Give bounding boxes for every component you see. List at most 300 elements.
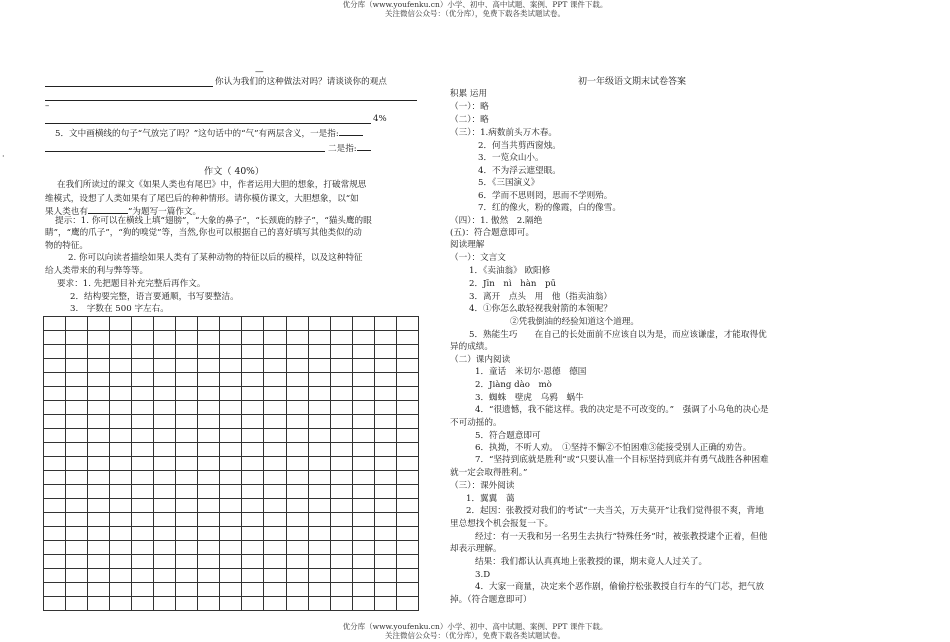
- grid-cell[interactable]: [330, 373, 352, 387]
- grid-cell[interactable]: [242, 317, 264, 331]
- grid-cell[interactable]: [88, 317, 110, 331]
- grid-cell[interactable]: [198, 457, 220, 471]
- grid-cell[interactable]: [44, 387, 66, 401]
- grid-cell[interactable]: [220, 499, 242, 513]
- grid-cell[interactable]: [308, 541, 330, 555]
- grid-cell[interactable]: [308, 555, 330, 569]
- grid-cell[interactable]: [286, 471, 308, 485]
- grid-cell[interactable]: [44, 331, 66, 345]
- essay-writing-grid[interactable]: [43, 316, 419, 602]
- grid-cell[interactable]: [88, 457, 110, 471]
- grid-cell[interactable]: [110, 457, 132, 471]
- grid-cell[interactable]: [176, 443, 198, 457]
- grid-cell[interactable]: [154, 499, 176, 513]
- grid-cell[interactable]: [66, 499, 88, 513]
- grid-cell[interactable]: [88, 513, 110, 527]
- grid-cell[interactable]: [286, 429, 308, 443]
- grid-cell[interactable]: [308, 583, 330, 597]
- grid-cell[interactable]: [176, 555, 198, 569]
- grid-cell[interactable]: [330, 597, 352, 611]
- grid-cell[interactable]: [154, 373, 176, 387]
- grid-cell[interactable]: [308, 597, 330, 611]
- grid-cell[interactable]: [242, 527, 264, 541]
- grid-cell[interactable]: [176, 345, 198, 359]
- grid-cell[interactable]: [66, 331, 88, 345]
- grid-cell[interactable]: [242, 429, 264, 443]
- grid-cell[interactable]: [330, 555, 352, 569]
- grid-cell[interactable]: [44, 373, 66, 387]
- grid-cell[interactable]: [154, 359, 176, 373]
- grid-cell[interactable]: [308, 527, 330, 541]
- grid-cell[interactable]: [242, 541, 264, 555]
- grid-cell[interactable]: [132, 373, 154, 387]
- grid-cell[interactable]: [110, 401, 132, 415]
- grid-cell[interactable]: [110, 513, 132, 527]
- grid-cell[interactable]: [308, 443, 330, 457]
- grid-cell[interactable]: [176, 569, 198, 583]
- grid-cell[interactable]: [66, 373, 88, 387]
- grid-cell[interactable]: [88, 401, 110, 415]
- grid-cell[interactable]: [352, 387, 374, 401]
- grid-cell[interactable]: [176, 457, 198, 471]
- grid-cell[interactable]: [132, 555, 154, 569]
- grid-cell[interactable]: [242, 345, 264, 359]
- grid-cell[interactable]: [286, 415, 308, 429]
- grid-cell[interactable]: [242, 583, 264, 597]
- grid-cell[interactable]: [352, 471, 374, 485]
- grid-cell[interactable]: [66, 555, 88, 569]
- grid-cell[interactable]: [330, 387, 352, 401]
- grid-cell[interactable]: [110, 597, 132, 611]
- grid-cell[interactable]: [264, 457, 286, 471]
- grid-cell[interactable]: [264, 331, 286, 345]
- grid-cell[interactable]: [110, 555, 132, 569]
- grid-cell[interactable]: [88, 597, 110, 611]
- grid-cell[interactable]: [242, 471, 264, 485]
- grid-cell[interactable]: [374, 555, 396, 569]
- grid-cell[interactable]: [44, 499, 66, 513]
- grid-cell[interactable]: [308, 513, 330, 527]
- grid-cell[interactable]: [132, 527, 154, 541]
- grid-cell[interactable]: [242, 499, 264, 513]
- grid-cell[interactable]: [220, 443, 242, 457]
- grid-cell[interactable]: [198, 317, 220, 331]
- grid-cell[interactable]: [308, 471, 330, 485]
- grid-cell[interactable]: [176, 373, 198, 387]
- grid-cell[interactable]: [198, 429, 220, 443]
- grid-cell[interactable]: [374, 541, 396, 555]
- grid-cell[interactable]: [154, 569, 176, 583]
- grid-cell[interactable]: [396, 331, 418, 345]
- grid-cell[interactable]: [264, 513, 286, 527]
- grid-cell[interactable]: [374, 597, 396, 611]
- grid-cell[interactable]: [264, 387, 286, 401]
- grid-cell[interactable]: [132, 541, 154, 555]
- grid-cell[interactable]: [352, 443, 374, 457]
- grid-cell[interactable]: [66, 513, 88, 527]
- grid-cell[interactable]: [352, 527, 374, 541]
- grid-cell[interactable]: [110, 317, 132, 331]
- grid-cell[interactable]: [66, 457, 88, 471]
- grid-cell[interactable]: [286, 513, 308, 527]
- grid-cell[interactable]: [220, 387, 242, 401]
- grid-cell[interactable]: [132, 569, 154, 583]
- grid-cell[interactable]: [220, 597, 242, 611]
- grid-cell[interactable]: [396, 401, 418, 415]
- grid-cell[interactable]: [308, 415, 330, 429]
- grid-cell[interactable]: [220, 429, 242, 443]
- grid-cell[interactable]: [264, 429, 286, 443]
- grid-cell[interactable]: [110, 583, 132, 597]
- grid-cell[interactable]: [374, 457, 396, 471]
- grid-cell[interactable]: [132, 597, 154, 611]
- grid-cell[interactable]: [286, 555, 308, 569]
- grid-cell[interactable]: [396, 513, 418, 527]
- grid-cell[interactable]: [264, 583, 286, 597]
- grid-cell[interactable]: [352, 331, 374, 345]
- grid-cell[interactable]: [374, 443, 396, 457]
- grid-cell[interactable]: [154, 387, 176, 401]
- grid-cell[interactable]: [396, 527, 418, 541]
- grid-cell[interactable]: [352, 429, 374, 443]
- grid-cell[interactable]: [176, 597, 198, 611]
- grid-cell[interactable]: [286, 527, 308, 541]
- grid-cell[interactable]: [66, 429, 88, 443]
- grid-cell[interactable]: [154, 401, 176, 415]
- grid-cell[interactable]: [66, 359, 88, 373]
- grid-cell[interactable]: [132, 457, 154, 471]
- grid-cell[interactable]: [264, 415, 286, 429]
- grid-cell[interactable]: [242, 387, 264, 401]
- grid-cell[interactable]: [286, 499, 308, 513]
- grid-cell[interactable]: [44, 429, 66, 443]
- grid-cell[interactable]: [374, 485, 396, 499]
- grid-cell[interactable]: [220, 485, 242, 499]
- grid-cell[interactable]: [264, 373, 286, 387]
- grid-cell[interactable]: [220, 555, 242, 569]
- grid-cell[interactable]: [330, 569, 352, 583]
- grid-cell[interactable]: [198, 345, 220, 359]
- grid-cell[interactable]: [198, 359, 220, 373]
- grid-cell[interactable]: [88, 331, 110, 345]
- grid-cell[interactable]: [220, 415, 242, 429]
- grid-cell[interactable]: [264, 555, 286, 569]
- grid-cell[interactable]: [154, 471, 176, 485]
- grid-cell[interactable]: [352, 345, 374, 359]
- grid-cell[interactable]: [66, 345, 88, 359]
- grid-cell[interactable]: [308, 457, 330, 471]
- grid-cell[interactable]: [264, 485, 286, 499]
- grid-cell[interactable]: [220, 513, 242, 527]
- grid-cell[interactable]: [220, 401, 242, 415]
- grid-cell[interactable]: [374, 387, 396, 401]
- grid-cell[interactable]: [374, 429, 396, 443]
- grid-cell[interactable]: [374, 499, 396, 513]
- grid-cell[interactable]: [374, 331, 396, 345]
- grid-cell[interactable]: [44, 401, 66, 415]
- grid-cell[interactable]: [88, 429, 110, 443]
- grid-cell[interactable]: [352, 541, 374, 555]
- grid-cell[interactable]: [374, 401, 396, 415]
- grid-cell[interactable]: [66, 471, 88, 485]
- grid-cell[interactable]: [44, 471, 66, 485]
- grid-cell[interactable]: [154, 429, 176, 443]
- grid-cell[interactable]: [242, 513, 264, 527]
- grid-cell[interactable]: [220, 527, 242, 541]
- grid-cell[interactable]: [154, 331, 176, 345]
- grid-cell[interactable]: [66, 317, 88, 331]
- grid-cell[interactable]: [396, 555, 418, 569]
- grid-cell[interactable]: [88, 541, 110, 555]
- grid-cell[interactable]: [198, 527, 220, 541]
- grid-cell[interactable]: [198, 513, 220, 527]
- grid-cell[interactable]: [198, 597, 220, 611]
- grid-cell[interactable]: [66, 415, 88, 429]
- grid-cell[interactable]: [110, 569, 132, 583]
- grid-cell[interactable]: [44, 359, 66, 373]
- grid-cell[interactable]: [44, 555, 66, 569]
- grid-cell[interactable]: [176, 541, 198, 555]
- grid-cell[interactable]: [242, 373, 264, 387]
- grid-cell[interactable]: [374, 569, 396, 583]
- grid-cell[interactable]: [88, 359, 110, 373]
- grid-cell[interactable]: [132, 387, 154, 401]
- grid-cell[interactable]: [264, 541, 286, 555]
- grid-cell[interactable]: [374, 359, 396, 373]
- grid-cell[interactable]: [242, 401, 264, 415]
- grid-cell[interactable]: [66, 401, 88, 415]
- grid-cell[interactable]: [44, 443, 66, 457]
- grid-cell[interactable]: [308, 485, 330, 499]
- grid-cell[interactable]: [330, 513, 352, 527]
- grid-cell[interactable]: [374, 415, 396, 429]
- grid-cell[interactable]: [286, 583, 308, 597]
- grid-cell[interactable]: [198, 485, 220, 499]
- grid-cell[interactable]: [352, 597, 374, 611]
- grid-cell[interactable]: [396, 471, 418, 485]
- grid-cell[interactable]: [44, 513, 66, 527]
- grid-cell[interactable]: [308, 359, 330, 373]
- grid-cell[interactable]: [44, 317, 66, 331]
- grid-cell[interactable]: [132, 513, 154, 527]
- grid-cell[interactable]: [330, 345, 352, 359]
- grid-cell[interactable]: [242, 443, 264, 457]
- grid-cell[interactable]: [66, 387, 88, 401]
- grid-cell[interactable]: [330, 499, 352, 513]
- grid-cell[interactable]: [176, 359, 198, 373]
- grid-cell[interactable]: [66, 541, 88, 555]
- grid-cell[interactable]: [396, 429, 418, 443]
- grid-cell[interactable]: [330, 317, 352, 331]
- grid-cell[interactable]: [198, 443, 220, 457]
- grid-cell[interactable]: [110, 429, 132, 443]
- grid-cell[interactable]: [330, 583, 352, 597]
- grid-cell[interactable]: [308, 429, 330, 443]
- grid-cell[interactable]: [66, 527, 88, 541]
- grid-cell[interactable]: [330, 527, 352, 541]
- grid-cell[interactable]: [308, 331, 330, 345]
- grid-cell[interactable]: [154, 443, 176, 457]
- grid-cell[interactable]: [154, 415, 176, 429]
- grid-cell[interactable]: [396, 443, 418, 457]
- grid-cell[interactable]: [220, 471, 242, 485]
- grid-cell[interactable]: [374, 373, 396, 387]
- grid-cell[interactable]: [88, 485, 110, 499]
- grid-cell[interactable]: [110, 415, 132, 429]
- grid-cell[interactable]: [264, 317, 286, 331]
- grid-cell[interactable]: [264, 527, 286, 541]
- grid-cell[interactable]: [110, 499, 132, 513]
- grid-cell[interactable]: [352, 317, 374, 331]
- grid-cell[interactable]: [308, 373, 330, 387]
- grid-cell[interactable]: [220, 541, 242, 555]
- grid-cell[interactable]: [176, 471, 198, 485]
- grid-cell[interactable]: [88, 415, 110, 429]
- grid-cell[interactable]: [198, 569, 220, 583]
- grid-cell[interactable]: [242, 485, 264, 499]
- grid-cell[interactable]: [176, 527, 198, 541]
- grid-cell[interactable]: [132, 345, 154, 359]
- grid-cell[interactable]: [132, 443, 154, 457]
- grid-cell[interactable]: [44, 597, 66, 611]
- grid-cell[interactable]: [330, 471, 352, 485]
- grid-cell[interactable]: [154, 555, 176, 569]
- grid-cell[interactable]: [44, 485, 66, 499]
- grid-cell[interactable]: [396, 345, 418, 359]
- grid-cell[interactable]: [44, 569, 66, 583]
- grid-cell[interactable]: [176, 415, 198, 429]
- grid-cell[interactable]: [396, 317, 418, 331]
- grid-cell[interactable]: [330, 443, 352, 457]
- grid-cell[interactable]: [110, 373, 132, 387]
- grid-cell[interactable]: [264, 597, 286, 611]
- grid-cell[interactable]: [154, 513, 176, 527]
- grid-cell[interactable]: [308, 317, 330, 331]
- grid-cell[interactable]: [154, 541, 176, 555]
- grid-cell[interactable]: [396, 541, 418, 555]
- grid-cell[interactable]: [242, 457, 264, 471]
- grid-cell[interactable]: [330, 429, 352, 443]
- grid-cell[interactable]: [110, 485, 132, 499]
- grid-cell[interactable]: [308, 569, 330, 583]
- grid-cell[interactable]: [66, 569, 88, 583]
- grid-cell[interactable]: [132, 317, 154, 331]
- grid-cell[interactable]: [154, 457, 176, 471]
- grid-cell[interactable]: [198, 401, 220, 415]
- grid-cell[interactable]: [396, 415, 418, 429]
- grid-cell[interactable]: [308, 387, 330, 401]
- grid-cell[interactable]: [264, 345, 286, 359]
- grid-cell[interactable]: [396, 597, 418, 611]
- grid-cell[interactable]: [44, 415, 66, 429]
- grid-cell[interactable]: [330, 401, 352, 415]
- grid-cell[interactable]: [198, 415, 220, 429]
- grid-cell[interactable]: [352, 359, 374, 373]
- grid-cell[interactable]: [374, 471, 396, 485]
- grid-cell[interactable]: [396, 387, 418, 401]
- grid-cell[interactable]: [88, 527, 110, 541]
- grid-cell[interactable]: [396, 359, 418, 373]
- grid-cell[interactable]: [396, 583, 418, 597]
- grid-cell[interactable]: [154, 597, 176, 611]
- grid-cell[interactable]: [88, 387, 110, 401]
- grid-cell[interactable]: [176, 485, 198, 499]
- grid-cell[interactable]: [374, 513, 396, 527]
- grid-cell[interactable]: [110, 345, 132, 359]
- grid-cell[interactable]: [396, 373, 418, 387]
- grid-cell[interactable]: [352, 583, 374, 597]
- grid-cell[interactable]: [286, 401, 308, 415]
- grid-cell[interactable]: [132, 415, 154, 429]
- grid-cell[interactable]: [88, 443, 110, 457]
- grid-cell[interactable]: [242, 569, 264, 583]
- grid-cell[interactable]: [286, 569, 308, 583]
- grid-cell[interactable]: [88, 345, 110, 359]
- grid-cell[interactable]: [44, 527, 66, 541]
- grid-cell[interactable]: [220, 345, 242, 359]
- grid-cell[interactable]: [132, 401, 154, 415]
- grid-cell[interactable]: [66, 443, 88, 457]
- grid-cell[interactable]: [308, 499, 330, 513]
- grid-cell[interactable]: [374, 317, 396, 331]
- grid-cell[interactable]: [132, 485, 154, 499]
- grid-cell[interactable]: [352, 569, 374, 583]
- grid-cell[interactable]: [286, 345, 308, 359]
- grid-cell[interactable]: [88, 569, 110, 583]
- grid-cell[interactable]: [242, 555, 264, 569]
- grid-cell[interactable]: [44, 457, 66, 471]
- grid-cell[interactable]: [110, 387, 132, 401]
- grid-cell[interactable]: [154, 583, 176, 597]
- grid-cell[interactable]: [374, 345, 396, 359]
- grid-cell[interactable]: [154, 485, 176, 499]
- grid-cell[interactable]: [154, 317, 176, 331]
- grid-cell[interactable]: [396, 499, 418, 513]
- grid-cell[interactable]: [396, 485, 418, 499]
- grid-cell[interactable]: [176, 583, 198, 597]
- grid-cell[interactable]: [44, 345, 66, 359]
- grid-cell[interactable]: [154, 527, 176, 541]
- grid-cell[interactable]: [88, 373, 110, 387]
- grid-cell[interactable]: [220, 583, 242, 597]
- grid-cell[interactable]: [352, 415, 374, 429]
- grid-cell[interactable]: [242, 415, 264, 429]
- grid-cell[interactable]: [220, 373, 242, 387]
- grid-cell[interactable]: [264, 443, 286, 457]
- grid-cell[interactable]: [286, 541, 308, 555]
- grid-cell[interactable]: [352, 513, 374, 527]
- grid-cell[interactable]: [88, 555, 110, 569]
- grid-cell[interactable]: [264, 401, 286, 415]
- grid-cell[interactable]: [286, 317, 308, 331]
- grid-cell[interactable]: [308, 345, 330, 359]
- grid-cell[interactable]: [264, 359, 286, 373]
- grid-cell[interactable]: [242, 597, 264, 611]
- grid-cell[interactable]: [44, 583, 66, 597]
- grid-cell[interactable]: [286, 359, 308, 373]
- grid-cell[interactable]: [330, 415, 352, 429]
- grid-cell[interactable]: [286, 387, 308, 401]
- grid-cell[interactable]: [352, 373, 374, 387]
- grid-cell[interactable]: [396, 457, 418, 471]
- grid-cell[interactable]: [308, 401, 330, 415]
- grid-cell[interactable]: [396, 569, 418, 583]
- grid-cell[interactable]: [110, 331, 132, 345]
- grid-cell[interactable]: [66, 485, 88, 499]
- grid-cell[interactable]: [176, 499, 198, 513]
- grid-cell[interactable]: [198, 387, 220, 401]
- grid-cell[interactable]: [352, 499, 374, 513]
